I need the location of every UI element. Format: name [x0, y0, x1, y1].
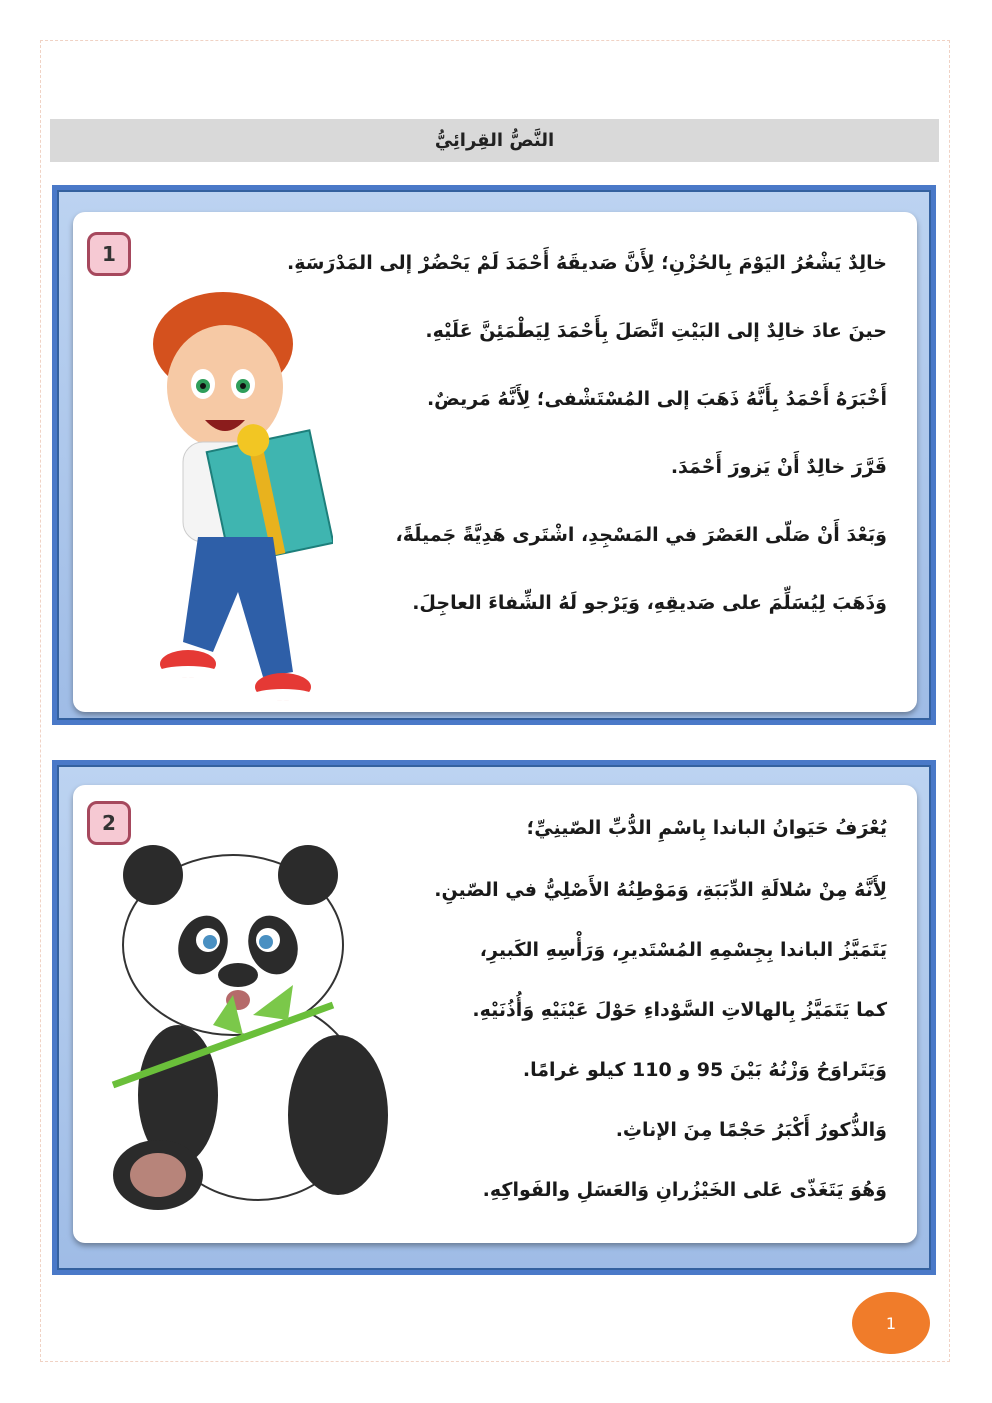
section-2-line: وَيَتَراوَحُ وَزْنُهُ بَيْنَ 95 و 110 كيلو غرامًا. — [522, 1059, 887, 1081]
section-1-number-badge — [87, 232, 131, 276]
section-2-line: يُعْرَفُ حَيَوانُ الباندا بِاسْمِ الدُّبِّ الصّينِيِّ؛ — [526, 817, 887, 839]
section-1-number: 1 — [102, 242, 116, 266]
section-2-line: وَالذُّكورُ أَكْبَرُ حَجْمًا مِنَ الإناثِ. — [615, 1119, 887, 1141]
section-2-line: لِأَنَّهُ مِنْ سُلالَةِ الدِّبَبَةِ، وَمَوْطِنُهُ الأَصْلِيُّ في الصّينِ. — [434, 879, 887, 901]
page-number: 1 — [885, 1313, 897, 1333]
section-2-text — [367, 785, 887, 1243]
section-2-number: 2 — [102, 811, 116, 835]
section-1-line: أَخْبَرَهُ أَحْمَدُ بِأَنَّهُ ذَهَبَ إلى المُسْتَشْفى؛ لِأَنَّهُ مَريضٌ. — [426, 388, 887, 410]
section-1-panel — [52, 185, 936, 725]
boy-with-gift-illustration — [143, 292, 333, 712]
section-1-card — [73, 212, 917, 712]
section-2-panel — [52, 760, 936, 1275]
title-bar — [50, 119, 939, 162]
section-1-frame — [57, 190, 931, 720]
section-2-number-badge — [87, 801, 131, 845]
section-1-line: حينَ عادَ خالِدٌ إلى البَيْتِ اتَّصَلَ بِأَحْمَدَ لِيَطْمَئِنَّ عَلَيْهِ. — [425, 320, 887, 342]
section-2-line: وَهُوَ يَتَغَذّى عَلى الخَيْزُرانِ وَالعَسَلِ والفَواكِهِ. — [482, 1179, 887, 1201]
section-1-line: وَبَعْدَ أَنْ صَلّى العَصْرَ في المَسْجِدِ، اشْتَرى هَدِيَّةً جَميلَةً، — [395, 524, 887, 546]
section-1-line: وَذَهَبَ لِيُسَلِّمَ على صَديقِهِ، وَيَرْجو لَهُ الشِّفاءَ العاجِلَ. — [412, 592, 887, 614]
section-2-line: كما يَتَمَيَّزُ بِالهالاتِ السَّوْداءِ حَوْلَ عَيْنَيْهِ وَأُذُنَيْهِ. — [472, 999, 887, 1021]
section-2-frame — [57, 765, 931, 1270]
page-title: النَّصُّ القِرائِيُّ — [434, 130, 555, 151]
page-number-badge — [852, 1292, 930, 1354]
section-2-line: يَتَمَيَّزُ الباندا بِجِسْمِهِ المُسْتَديرِ، وَرَأْسِهِ الكَبيرِ، — [479, 939, 887, 961]
section-1-line: قَرَّرَ خالِدٌ أَنْ يَزورَ أَحْمَدَ. — [670, 456, 887, 478]
panda-illustration — [93, 845, 413, 1215]
section-1-line: خالِدٌ يَشْعُرُ اليَوْمَ بِالحُزْنِ؛ لِأَنَّ صَديقَهُ أَحْمَدَ لَمْ يَحْضُرْ إلى المَدْرَسَةِ. — [286, 252, 887, 274]
section-2-card — [73, 785, 917, 1243]
section-1-text — [286, 212, 887, 712]
